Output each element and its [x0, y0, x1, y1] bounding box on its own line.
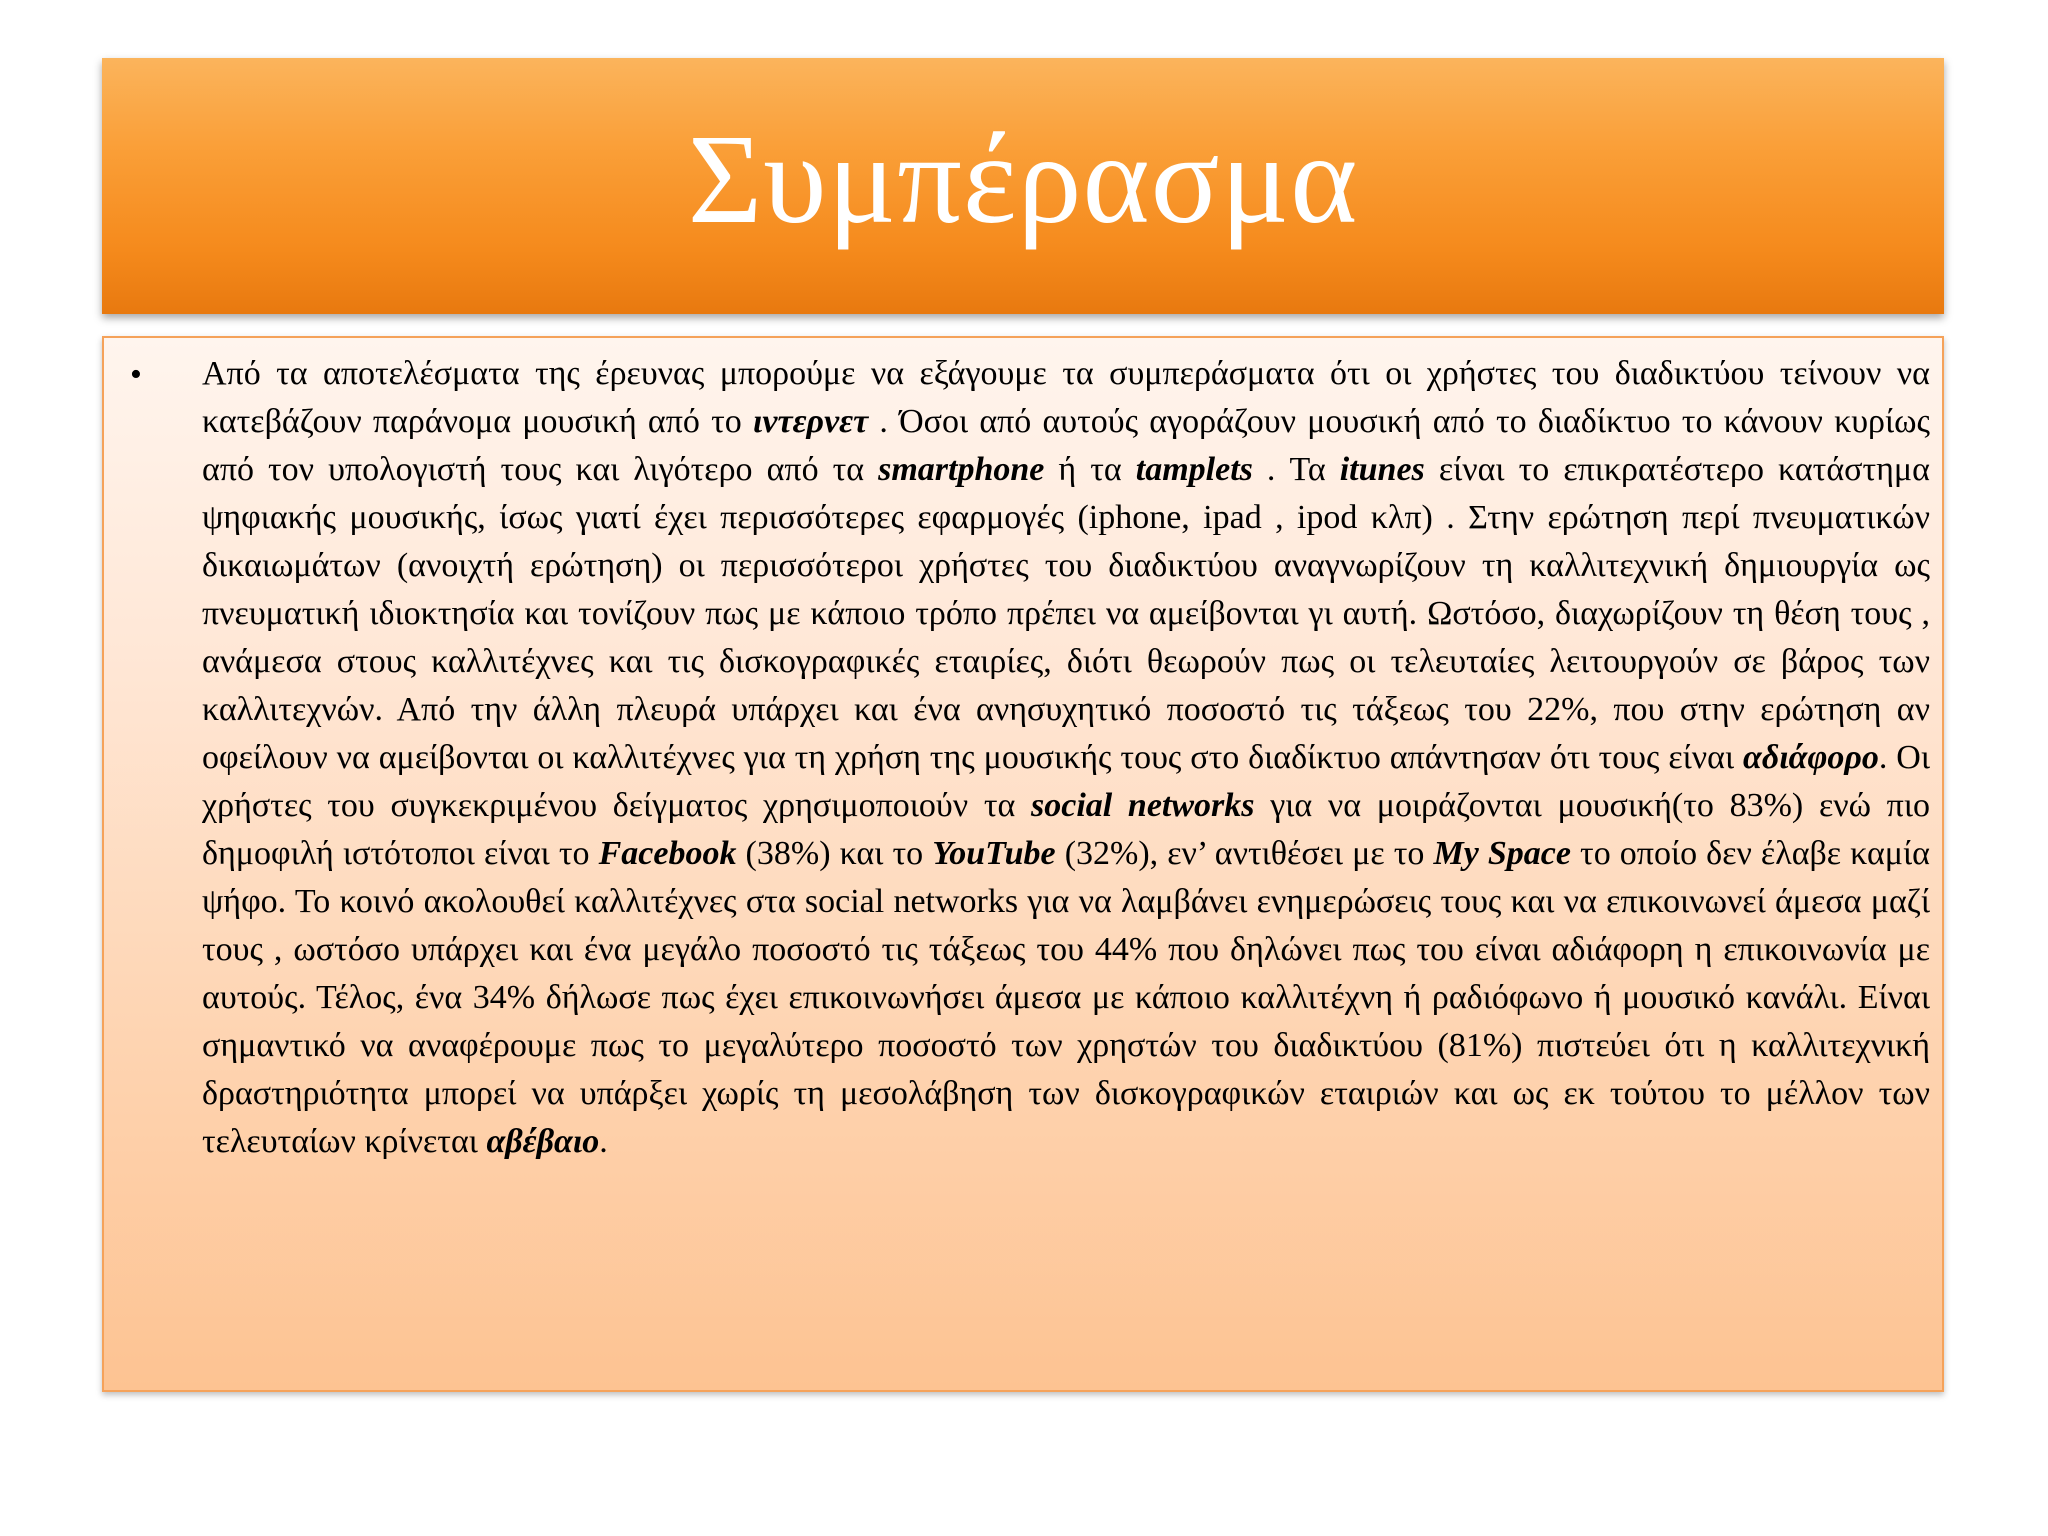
paragraph-segment: (38%) και το	[736, 835, 933, 872]
paragraph-segment: είναι το επικρατέστερο κατάστημα ψηφιακής μουσικής, ίσως γιατί έχει περισσότερες εφαρμογές (iphone, ipad , ipod κλπ) . Στην ερώτηση περί πνευματικών δικαιωμάτων (ανοιχτή ερώτηση) οι περισσότεροι χρήστες του διαδικτύου αναγνωρίζουν τη καλλιτεχνική δημιουργία ως πνευματική ιδιοκτησία και τονίζουν πως με κάποιο τρόπο πρέπει να αμείβονται γι αυτή. Ωστόσο, διαχωρίζουν τη θέση τους , ανάμεσα στους καλλιτέχνες και τις δισκογραφικές εταιρίες, διότι θεωρούν πως οι τελευταίες λειτουργούν σε βάρος των καλλιτεχνών. Από την άλλη πλευρά υπάρχει και ένα ανησυχητικό ποσοστό τις τάξεως του 22%, που στην ερώτηση αν οφείλουν να αμείβονται οι καλλιτέχνες για τη χρήση της μουσικής τους στο διαδίκτυο απάντησαν ότι τους είναι	[202, 451, 1930, 776]
paragraph-segment: (32%), εν’ αντιθέσει με το	[1055, 835, 1434, 872]
paragraph-segment: . Τα	[1252, 451, 1340, 488]
paragraph-segment: . Όσοι από αυτούς αγοράζουν μουσική από το διαδίκτυο το κάνουν κυρίως από τον υπολογιστή τους και λιγότερο από τα	[202, 403, 1930, 488]
conclusion-paragraph	[202, 350, 1930, 1166]
paragraph-segment: για να μοιράζονται μουσική(το 83%) ενώ πιο δημοφιλή ιστότοποι είναι το	[202, 787, 1930, 872]
emphasized-term: ιντερνετ	[752, 403, 869, 440]
paragraph-segment: ή τα	[1044, 451, 1136, 488]
emphasized-term: αβέβαιο	[486, 1123, 600, 1160]
bullet-marker: •	[130, 356, 142, 393]
paragraph-segment: Από τα αποτελέσματα της έρευνας μπορούμε να εξάγουμε τα συμπεράσματα ότι οι χρήστες του διαδικτύου τείνουν να κατεβάζουν παράνομα μουσική από το	[202, 355, 1930, 440]
emphasized-term: tamplets	[1135, 451, 1253, 488]
emphasized-term: Facebook	[598, 835, 737, 872]
paragraph-segment: το οποίο δεν έλαβε καμία ψήφο. Το κοινό ακολουθεί καλλιτέχνες στα social networks για να λαμβάνει ενημερώσεις τους και να επικοινωνεί άμεσα μαζί τους , ωστόσο υπάρχει και ένα μεγάλο ποσοστό τις τάξεως του 44% που δηλώνει πως του είναι αδιάφορη η επικοινωνία με αυτούς. Τέλος, ένα 34% δήλωσε πως έχει επικοινωνήσει άμεσα με κάποιο καλλιτέχνη ή ραδιόφωνο ή μουσικό κανάλι. Είναι σημαντικό να αναφέρουμε πως το μεγαλύτερο ποσοστό των χρηστών του διαδικτύου (81%) πιστεύει ότι η καλλιτεχνική δραστηριότητα μπορεί να υπάρξει χωρίς τη μεσολάβηση των δισκογραφικών εταιριών και ως εκ τούτου το μέλλον των τελευταίων κρίνεται	[202, 835, 1930, 1160]
paragraph-segment: . Οι χρήστες του συγκεκριμένου δείγματος χρησιμοποιούν τα	[202, 739, 1930, 824]
emphasized-term: My Space	[1433, 835, 1571, 872]
slide-title: Συμπέρασμα	[687, 108, 1359, 250]
content-box	[102, 336, 1944, 1392]
emphasized-term: social networks	[1031, 787, 1255, 824]
emphasized-term: αδιάφορο	[1743, 739, 1879, 776]
emphasized-term: itunes	[1339, 451, 1425, 488]
paragraph-segment: .	[599, 1123, 608, 1160]
emphasized-term: smartphone	[878, 451, 1045, 488]
title-banner	[102, 58, 1944, 314]
emphasized-term: YouTube	[932, 835, 1056, 872]
